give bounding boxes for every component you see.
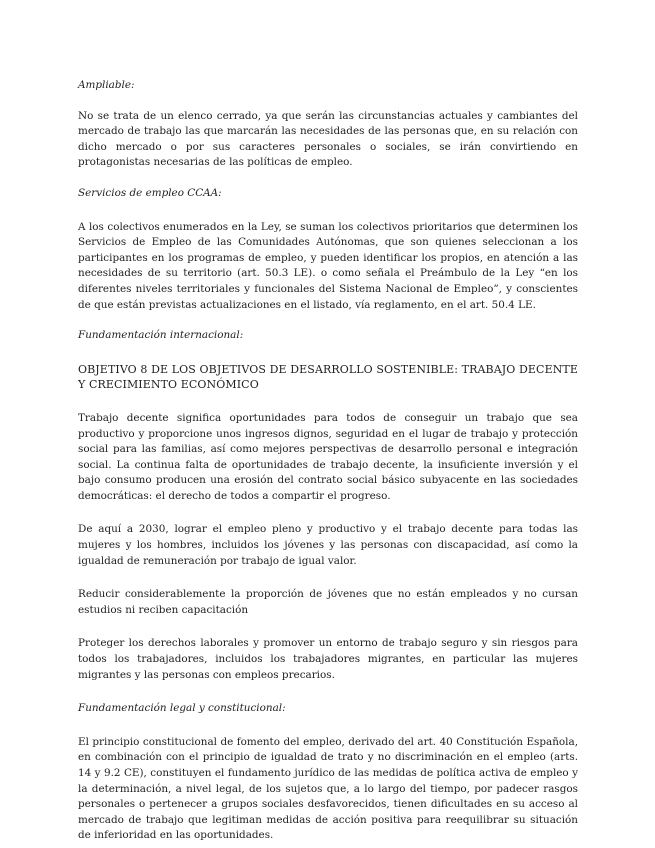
ampliable-paragraph: No se trata de un elenco cerrado, ya que serán las circunstancias actuales y cambiantes del mercado de trabajo las que marcarán las necesidades de las personas que, en su relación con dicho mercado o por sus caracteres personales o sociales, se irán convirtiendo en protagonistas necesarias de las políticas de empleo. (78, 109, 578, 169)
ccaa-paragraph: A los colectivos enumerados en la Ley, se suman los colectivos prioritarios que determinen los Servicios de Empleo de las Comunidades Autónomas, que son quienes seleccionan a los participantes en los programas de empleo, y pueden identificar los propios, en atención a las necesidades de su territorio (art. 50.3 LE). o como señala el Preámbulo de la Ley “en los diferentes niveles territoriales y funcionales del Sistema Nacional de Empleo”, y conscientes de que están previstas actualizaciones en el listado, vía reglamento, en el art. 50.4 LE. (78, 220, 578, 311)
meta-2030-paragraph: De aquí a 2030, lograr el empleo pleno y productivo y el trabajo decente para todas las mujeres y los hombres, incluidos los jóvenes y las personas con discapacidad, así como la igualdad de remuneración por trabajo de igual valor. (78, 523, 578, 567)
reducir-paragraph: Reducir considerablemente la proporción de jóvenes que no están empleados y no cursan estudios ni reciben capacitación (78, 588, 578, 616)
legal-paragraph: El principio constitucional de fomento del empleo, derivado del art. 40 Constitución Española, en combinación con el principio de igualdad de trato y no discriminación en el empleo (arts. 14 y 9.2 CE), constituyen el fundamento jurídico de las medidas de política activa de empleo y la determinación, a nivel legal, de los sujetos que, a lo largo del tiempo, por padecer rasgos personales o pertenecer a grupos sociales desfavorecidos, tienen dificultades en su acceso al mercado de trabajo que legitiman medidas de acción positiva para reequilibrar su situación de inferioridad en las oportunidades. (78, 735, 578, 842)
ccaa-heading: Servicios de empleo CCAA: (78, 186, 222, 199)
ampliable-heading: Ampliable: (78, 79, 135, 91)
proteger-paragraph: Proteger los derechos laborales y promover un entorno de trabajo seguro y sin riesgos para todos los trabajadores, incluidos los trabajadores migrantes, en particular las mujeres migrantes y las personas con empleos precarios. (78, 637, 578, 681)
trabajo-decente-paragraph: Trabajo decente significa oportunidades para todos de conseguir un trabajo que sea productivo y proporcione unos ingresos dignos, seguridad en el lugar de trabajo y protección social para las familias, así como mejores perspectivas de desarrollo personal e integración social. La continua falta de oportunidades de trabajo decente, la insuficiente inversión y el bajo consumo producen una erosión del contrato social básico subyacente en las sociedades democráticas: el derecho de todos a compartir el progreso. (78, 411, 578, 502)
document-page (78, 78, 578, 844)
internacional-heading: Fundamentación internacional: (78, 329, 244, 342)
objetivo-8-title: OBJETIVO 8 DE LOS OBJETIVOS DE DESARROLLO SOSTENIBLE: TRABAJO DECENTE Y CRECIMIENTO ECONÓMICO (78, 362, 578, 392)
legal-heading: Fundamentación legal y constitucional: (78, 702, 286, 715)
